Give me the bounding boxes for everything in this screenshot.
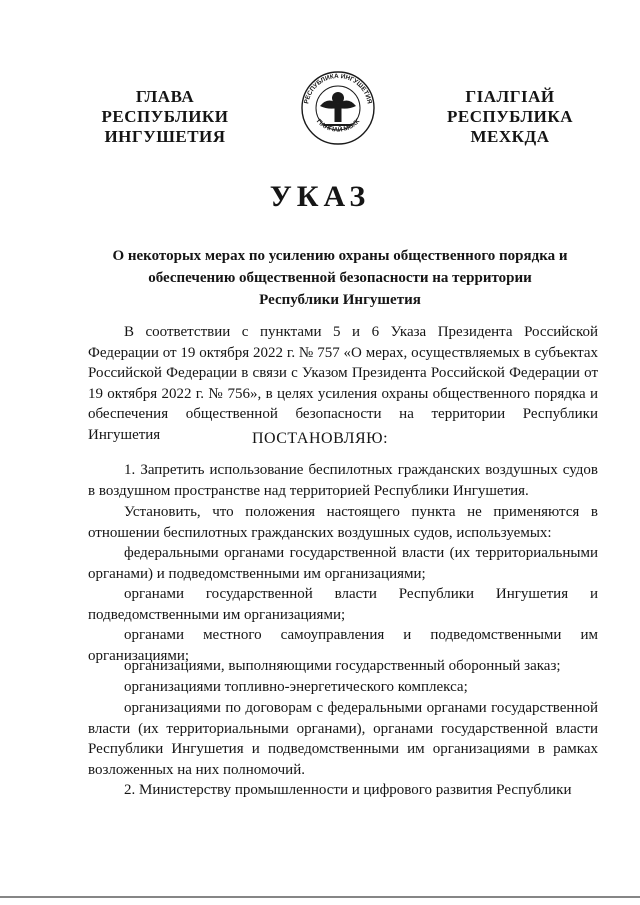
preamble-paragraph: В соответствии с пунктами 5 и 6 Указа Президента Российской Федерации от 19 октября 2022 г. № 757 «О мерах, осуществляемых в субъектах Российской Федерации в связи с Указом Президента Российской Федерации от 19 октября 2022 г. № 756», в целях усиления охраны общественного порядка и обеспечения общественной безопасности на территории Республики Ингушетия [88, 324, 598, 443]
header-right-line: МЕХКДА [470, 127, 550, 146]
header-left-title [95, 87, 235, 147]
header-left-line: РЕСПУБЛИКИ [101, 107, 229, 126]
list-item-republic: органами государственной власти Республики Ингушетия и подведомственными им организациями; [88, 586, 598, 623]
emblem-ring-bottom: ГIАЛГIАЙ МОХК [314, 117, 362, 134]
list-item-energy: организациями топливно-энергетического комплекса; [124, 679, 468, 695]
document-title: УКАЗ [269, 180, 371, 213]
subtitle-line: Республики Ингушетия [259, 292, 421, 308]
resolve-heading: ПОСТАНОВЛЯЮ: [251, 430, 389, 447]
list-item-local: органами местного самоуправления и подведомственными им организациями; [88, 627, 598, 664]
header-left-line: ИНГУШЕТИЯ [104, 127, 226, 146]
ingushetia-coat-of-arms-icon [298, 70, 378, 146]
list-item-defense: организациями, выполняющими государственный оборонный заказ; [124, 658, 561, 674]
paragraph-1: 1. Запретить использование беспилотных гражданских воздушных судов в воздушном пространстве над территорией Республики Ингушетия. [88, 462, 598, 499]
page-bottom-edge [0, 896, 640, 898]
header-right-line: ГIАЛГIАЙ [465, 87, 555, 106]
header-right-title [430, 87, 590, 147]
subtitle-line: обеспечению общественной безопасности на территории [148, 270, 532, 286]
subtitle-line: О некоторых мерах по усилению охраны общественного порядка и [112, 248, 568, 264]
list-item-federal: федеральными органами государственной власти (их территориальными органами) и подведомственными им организациями; [88, 545, 598, 582]
emblem-ring-top: РЕСПУБЛИКА ИНГУШЕТИЯ [303, 72, 373, 105]
header-left-line: ГЛАВА [135, 87, 195, 106]
list-item-contracts: организациями по договорам с федеральными органами государственной власти (их территориальными органами), органами государственной власти Республики Ингушетия и подведомственными им организациями в рамках возложенных на них полномочий. [88, 700, 598, 778]
paragraph-2: 2. Министерству промышленности и цифрового развития Республики [124, 782, 572, 798]
paragraph-exception: Установить, что положения настоящего пункта не применяются в отношении беспилотных гражданских воздушных судов, используемых: [88, 504, 598, 541]
header-right-line: РЕСПУБЛИКА [446, 107, 573, 126]
document-subtitle [95, 245, 585, 311]
